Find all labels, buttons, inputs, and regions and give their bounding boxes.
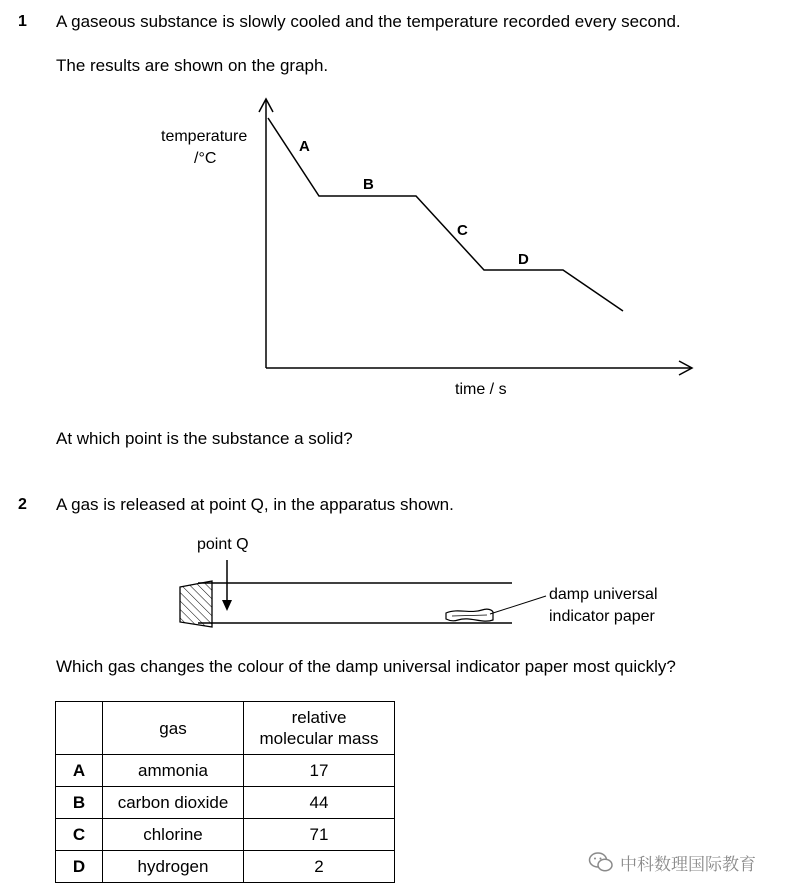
table-header-row (56, 702, 395, 755)
point-q-arrow-head (222, 600, 232, 611)
table-header-gas: gas (103, 702, 244, 755)
question-1-number: 1 (18, 13, 27, 30)
question-2-number: 2 (18, 496, 27, 513)
row-gas: hydrogen (103, 851, 244, 883)
watermark (588, 848, 788, 876)
table-row (56, 787, 395, 819)
paper-label-line-1: damp universal (549, 586, 658, 603)
row-mass: 17 (244, 755, 395, 787)
row-key: C (56, 819, 103, 851)
table-header-mass (244, 702, 395, 755)
row-mass: 44 (244, 787, 395, 819)
x-axis-label: time / s (455, 381, 507, 398)
row-gas: ammonia (103, 755, 244, 787)
row-mass: 2 (244, 851, 395, 883)
point-q-label: point Q (197, 536, 249, 553)
graph-point-a: A (299, 138, 310, 155)
graph-point-c: C (457, 222, 468, 239)
y-axis-unit: /°C (194, 150, 217, 167)
row-gas: chlorine (103, 819, 244, 851)
cooling-curve-graph (0, 0, 802, 420)
table-header-mass-text: relative molecular mass (259, 708, 379, 748)
wechat-icon (588, 851, 614, 873)
table-row (56, 819, 395, 851)
question-1-prompt: At which point is the substance a solid? (56, 429, 353, 448)
table-row (56, 851, 395, 883)
table-row (56, 755, 395, 787)
row-mass: 71 (244, 819, 395, 851)
table-header-blank (56, 702, 103, 755)
row-key: B (56, 787, 103, 819)
graph-point-d: D (518, 251, 529, 268)
paper-leader-line (490, 596, 546, 614)
row-key: D (56, 851, 103, 883)
stopper (180, 581, 212, 627)
y-axis-label: temperature (161, 128, 248, 145)
graph-point-b: B (363, 176, 374, 193)
question-2-stem: A gas is released at point Q, in the apparatus shown. (56, 495, 454, 514)
watermark-text: 中科数理国际教育 (620, 854, 756, 875)
question-1-stem: A gaseous substance is slowly cooled and the temperature recorded every second. (56, 12, 681, 31)
row-gas: carbon dioxide (103, 787, 244, 819)
paper-label-line-2: indicator paper (549, 608, 655, 625)
question-1-graph-intro: The results are shown on the graph. (56, 56, 329, 75)
gas-table (55, 701, 395, 883)
row-key: A (56, 755, 103, 787)
cooling-curve (268, 118, 623, 311)
question-2-prompt: Which gas changes the colour of the damp universal indicator paper most quickly? (56, 657, 676, 676)
